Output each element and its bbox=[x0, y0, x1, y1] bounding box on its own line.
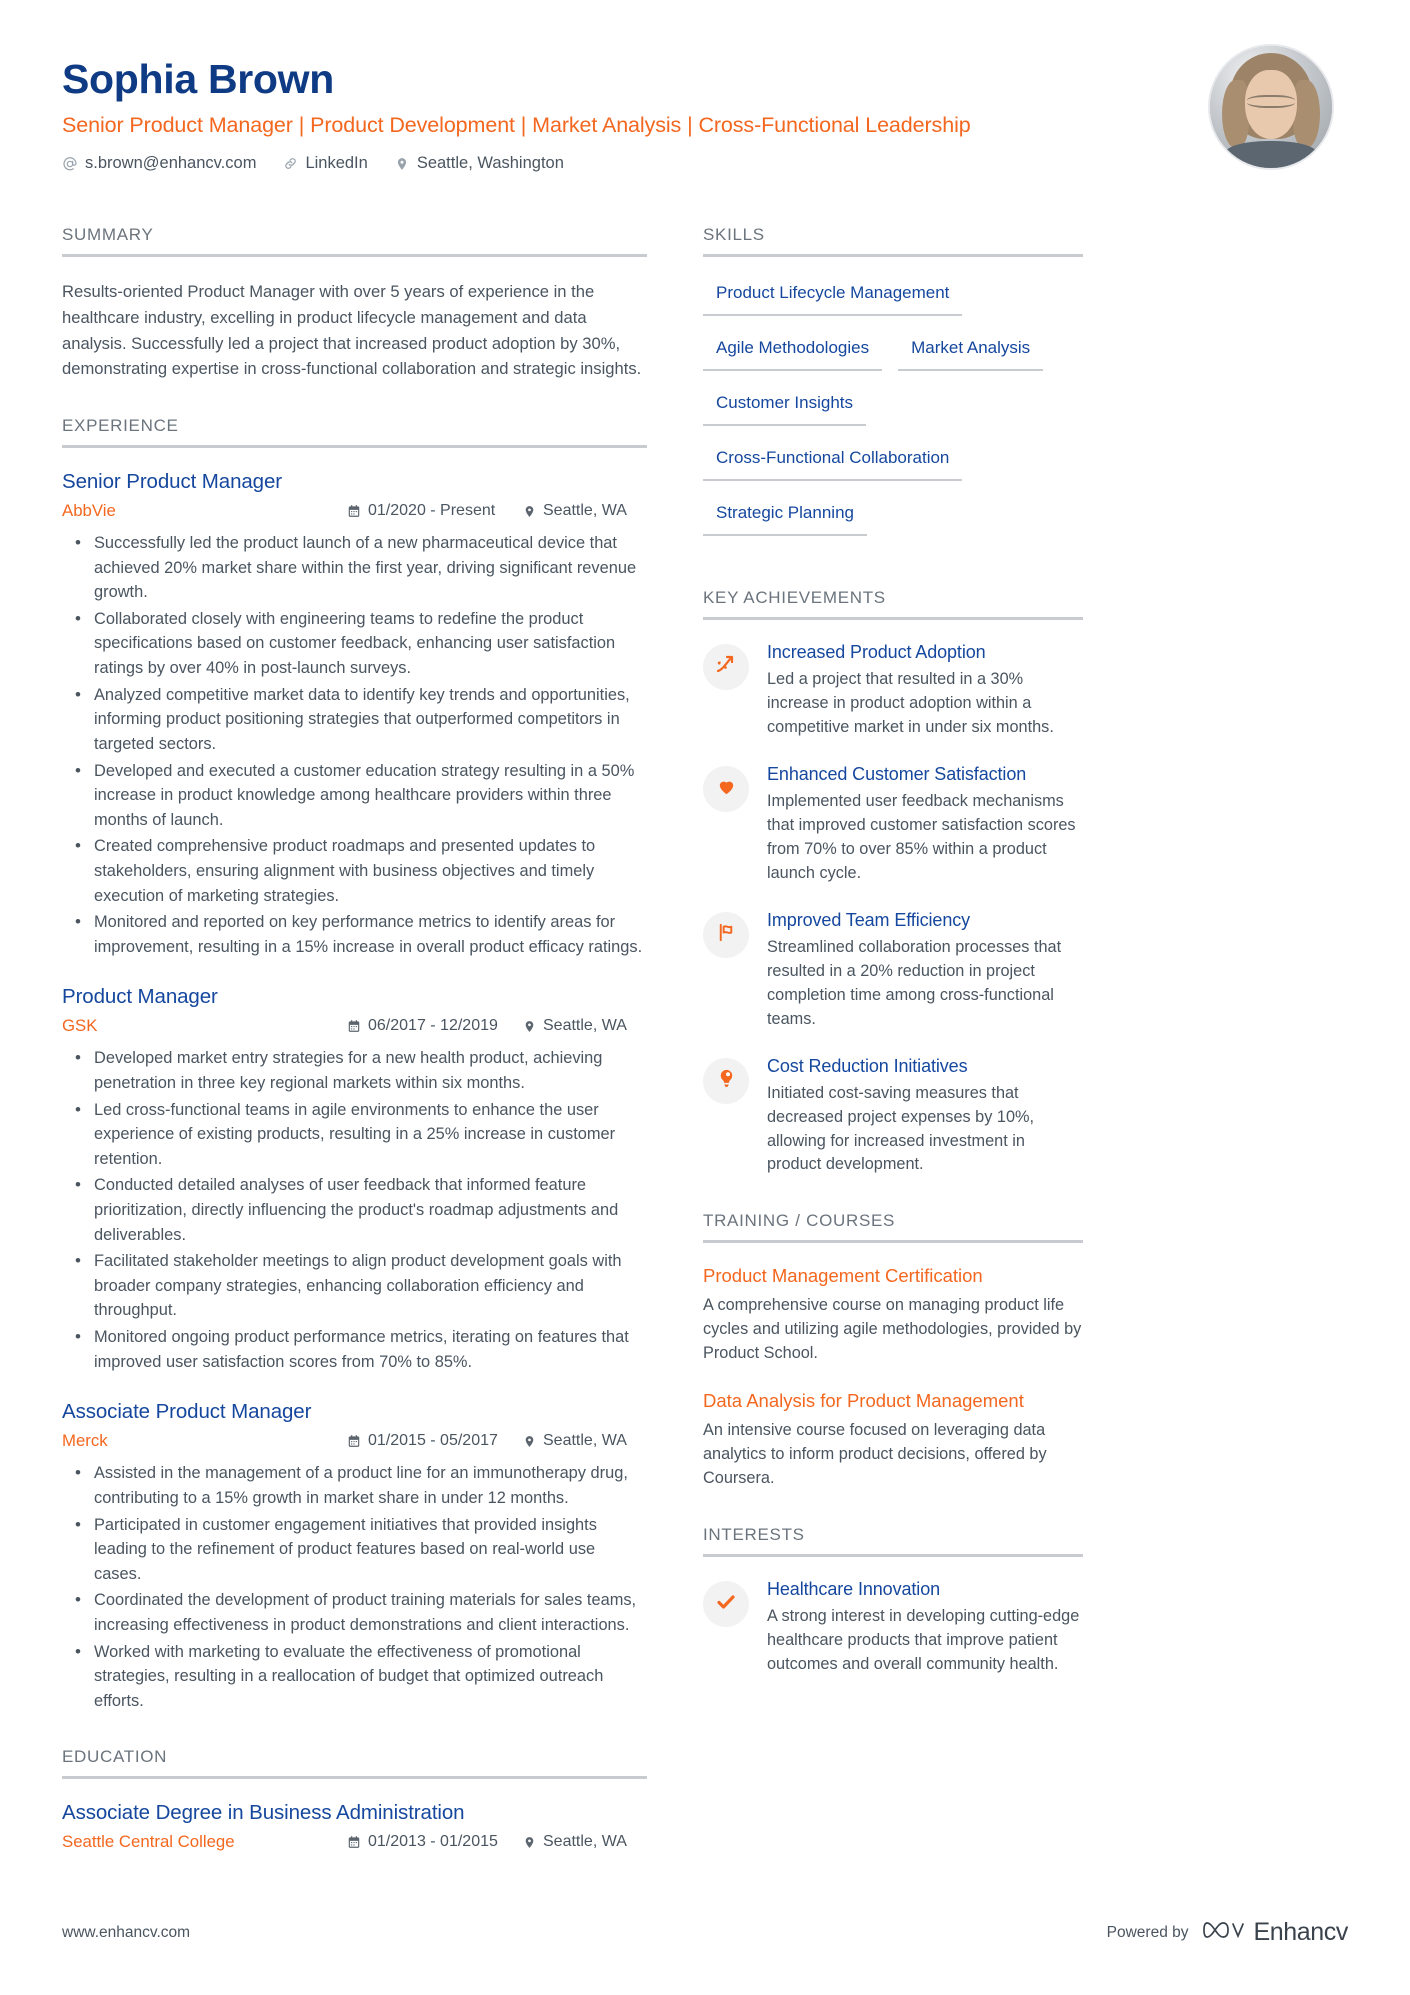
achievement-title: Cost Reduction Initiatives bbox=[767, 1055, 968, 1076]
job-location bbox=[522, 1432, 647, 1450]
job-location-label: Seattle, WA bbox=[543, 502, 627, 520]
section-summary bbox=[62, 225, 647, 382]
section-experience bbox=[62, 416, 647, 1713]
job-bullet: • Created comprehensive product roadmaps and presented updates to stakeholders, ensuring alignment with business objectives and timely execution of marketing strategies. bbox=[72, 834, 647, 908]
achievements-divider bbox=[703, 617, 1083, 620]
avatar-hair-left bbox=[1222, 80, 1249, 148]
job-company: AbbVie bbox=[62, 501, 116, 521]
calendar-icon bbox=[347, 1434, 361, 1449]
avatar-glasses bbox=[1247, 95, 1296, 108]
education-heading: EDUCATION bbox=[62, 1747, 168, 1767]
job-dates bbox=[347, 502, 522, 520]
heart-icon bbox=[715, 775, 738, 803]
job-bullet: • Developed market entry strategies for a new health product, achieving penetration in three key regional markets within six months. bbox=[72, 1046, 647, 1095]
calendar-icon bbox=[347, 1835, 361, 1850]
resume-columns bbox=[62, 225, 1348, 1886]
job-bullet: • Monitored and reported on key performance metrics to identify areas for improvement, resulting in a 15% increase in overall product efficacy ratings. bbox=[72, 910, 647, 959]
interest-item bbox=[703, 1579, 1083, 1677]
achievement-item bbox=[703, 910, 1083, 1032]
check-icon bbox=[714, 1590, 738, 1619]
achievement-item bbox=[703, 1056, 1083, 1178]
achievement-body bbox=[767, 642, 1083, 740]
trending-up-icon bbox=[714, 653, 738, 682]
job-company: Merck bbox=[62, 1431, 108, 1451]
achievement-item bbox=[703, 764, 1083, 886]
contact-row bbox=[62, 154, 971, 173]
experience-entry bbox=[62, 470, 647, 959]
education-dates-label: 01/2013 - 01/2015 bbox=[368, 1833, 498, 1851]
experience-divider bbox=[62, 445, 647, 448]
skill-chip: Customer Insights bbox=[703, 389, 866, 426]
achievement-icon-badge bbox=[703, 766, 749, 812]
flag-icon bbox=[715, 921, 738, 949]
job-bullet: • Led cross-functional teams in agile environments to enhance the user experience of existing products, resulting in a 25% increase in customer retention. bbox=[72, 1098, 647, 1172]
course-item bbox=[703, 1390, 1083, 1491]
interests-divider bbox=[703, 1554, 1083, 1557]
course-title: Data Analysis for Product Management bbox=[703, 1390, 1024, 1412]
achievement-title: Enhanced Customer Satisfaction bbox=[767, 764, 1027, 784]
at-icon bbox=[62, 156, 78, 172]
interest-icon-badge bbox=[703, 1581, 749, 1627]
skill-chip: Market Analysis bbox=[898, 334, 1043, 371]
lightbulb-icon bbox=[715, 1067, 738, 1095]
education-location-label: Seattle, WA bbox=[543, 1833, 627, 1851]
enhancv-mark-icon bbox=[1203, 1918, 1245, 1947]
contact-location bbox=[394, 154, 564, 173]
job-bullets bbox=[72, 1046, 647, 1374]
course-item bbox=[703, 1265, 1083, 1366]
education-entry bbox=[62, 1801, 647, 1852]
avatar-shoulders bbox=[1225, 141, 1318, 168]
contact-location-label: Seattle, Washington bbox=[416, 154, 564, 173]
section-interests bbox=[703, 1525, 1083, 1677]
job-bullets bbox=[72, 531, 647, 959]
job-dates bbox=[347, 1432, 522, 1450]
degree-title: Associate Degree in Business Administration bbox=[62, 1801, 465, 1825]
job-title: Associate Product Manager bbox=[62, 1400, 312, 1424]
footer-website-url[interactable]: www.enhancv.com bbox=[62, 1923, 191, 1941]
achievement-icon-badge bbox=[703, 644, 749, 690]
experience-entry bbox=[62, 1400, 647, 1713]
job-title: Senior Product Manager bbox=[62, 470, 283, 494]
contact-email[interactable] bbox=[62, 154, 256, 173]
location-pin-icon bbox=[522, 504, 536, 519]
experience-entry bbox=[62, 985, 647, 1374]
location-pin-icon bbox=[522, 1019, 536, 1034]
job-bullet: • Facilitated stakeholder meetings to align product development goals with broader company strategies, enhancing collaboration efficiency and throughput. bbox=[72, 1249, 647, 1323]
skills-list bbox=[703, 279, 1083, 554]
interest-title: Healthcare Innovation bbox=[767, 1579, 941, 1600]
resume-header bbox=[62, 48, 1348, 183]
contact-email-label: s.brown@enhancv.com bbox=[85, 154, 257, 173]
achievement-desc: Implemented user feedback mechanisms that improved customer satisfaction scores from 70% to over 85% within a product launch cycle. bbox=[767, 792, 1076, 882]
course-desc: A comprehensive course on managing product life cycles and utilizing agile methodologies, provided by Product School. bbox=[703, 1296, 1082, 1363]
interest-body bbox=[767, 1579, 1083, 1677]
job-bullet: • Assisted in the management of a product line for an immunotherapy drug, contributing to a 15% growth in market share in under 12 months. bbox=[72, 1461, 647, 1510]
header-text-block bbox=[62, 48, 971, 173]
achievement-desc: Streamlined collaboration processes that resulted in a 20% reduction in project completion time among cross-functional teams. bbox=[767, 937, 1062, 1028]
location-pin-icon bbox=[522, 1835, 536, 1850]
location-pin-icon bbox=[522, 1434, 536, 1449]
job-location-label: Seattle, WA bbox=[543, 1017, 627, 1035]
achievement-title: Increased Product Adoption bbox=[767, 642, 986, 663]
calendar-icon bbox=[347, 1019, 361, 1034]
left-column bbox=[62, 225, 647, 1886]
summary-text: Results-oriented Product Manager with over 5 years of experience in the healthcare industry, excelling in product lifecycle management and data analysis. Successfully led a project that increased product adoption by 30%, demonstrating expertise in cross-functional collaboration and strategic insights. bbox=[62, 282, 642, 379]
achievements-heading: KEY ACHIEVEMENTS bbox=[703, 588, 886, 608]
job-bullet: • Developed and executed a customer education strategy resulting in a 50% increase in product knowledge among healthcare providers within three months of launch. bbox=[72, 759, 647, 833]
course-title: Product Management Certification bbox=[703, 1265, 983, 1287]
education-meta bbox=[62, 1832, 647, 1852]
job-location bbox=[522, 502, 647, 520]
contact-linkedin[interactable] bbox=[282, 154, 367, 173]
calendar-icon bbox=[347, 504, 361, 519]
achievement-icon-badge bbox=[703, 912, 749, 958]
achievement-desc: Led a project that resulted in a 30% increase in product adoption within a competitive market in under six months. bbox=[767, 670, 1054, 737]
job-meta bbox=[62, 1431, 647, 1451]
skills-heading: SKILLS bbox=[703, 225, 765, 245]
job-meta bbox=[62, 1016, 647, 1036]
contact-linkedin-label: LinkedIn bbox=[305, 154, 368, 173]
education-location bbox=[522, 1833, 647, 1851]
footer bbox=[62, 1918, 1348, 1947]
job-company: GSK bbox=[62, 1016, 98, 1036]
location-pin-icon bbox=[394, 156, 410, 172]
avatar bbox=[1208, 44, 1334, 170]
skills-divider bbox=[703, 254, 1083, 257]
achievement-desc: Initiated cost-saving measures that decreased project expenses by 10%, allowing for increased investment in product development. bbox=[767, 1083, 1034, 1174]
education-divider bbox=[62, 1776, 647, 1779]
footer-brand-block bbox=[1107, 1918, 1348, 1947]
interest-desc: A strong interest in developing cutting-edge healthcare products that improve patient outcomes and overall community health. bbox=[767, 1607, 1080, 1674]
job-dates bbox=[347, 1017, 522, 1035]
section-key-achievements bbox=[703, 588, 1083, 1177]
experience-heading: EXPERIENCE bbox=[62, 416, 179, 436]
training-divider bbox=[703, 1240, 1083, 1243]
job-bullet: • Collaborated closely with engineering teams to redefine the product specifications based on customer feedback, enhancing user satisfaction ratings by over 40% in post-launch surveys. bbox=[72, 607, 647, 681]
interests-heading: INTERESTS bbox=[703, 1525, 805, 1545]
section-training-courses bbox=[703, 1211, 1083, 1491]
job-meta bbox=[62, 501, 647, 521]
job-bullet: • Analyzed competitive market data to identify key trends and opportunities, informing product positioning strategies that outperformed competitors in targeted sectors. bbox=[72, 683, 647, 757]
job-dates-label: 01/2020 - Present bbox=[368, 502, 496, 520]
summary-heading: SUMMARY bbox=[62, 225, 154, 245]
school-name: Seattle Central College bbox=[62, 1832, 235, 1852]
right-column bbox=[703, 225, 1083, 1886]
job-title: Product Manager bbox=[62, 985, 218, 1009]
job-location bbox=[522, 1017, 647, 1035]
training-heading: TRAINING / COURSES bbox=[703, 1211, 896, 1231]
skill-chip: Cross-Functional Collaboration bbox=[703, 444, 962, 481]
enhancv-logo bbox=[1203, 1918, 1349, 1947]
job-bullet: • Conducted detailed analyses of user feedback that informed feature prioritization, directly influencing the product's roadmap adjustments and deliverables. bbox=[72, 1173, 647, 1247]
skill-chip: Product Lifecycle Management bbox=[703, 279, 962, 316]
job-bullet: • Successfully led the product launch of a new pharmaceutical device that achieved 20% market share within the first year, driving significant revenue growth. bbox=[72, 531, 647, 605]
job-bullet: • Coordinated the development of product training materials for sales teams, increasing effectiveness in product demonstrations and client interactions. bbox=[72, 1588, 647, 1637]
job-location-label: Seattle, WA bbox=[543, 1432, 627, 1450]
enhancv-wordmark: Enhancv bbox=[1253, 1918, 1348, 1946]
job-bullets bbox=[72, 1461, 647, 1713]
skill-chip: Agile Methodologies bbox=[703, 334, 882, 371]
page-title: Sophia Brown bbox=[62, 56, 335, 102]
link-icon bbox=[282, 156, 298, 172]
powered-by-label: Powered by bbox=[1106, 1923, 1189, 1941]
achievement-icon-badge bbox=[703, 1058, 749, 1104]
achievement-item bbox=[703, 642, 1083, 740]
achievement-title: Improved Team Efficiency bbox=[767, 909, 971, 930]
job-dates-label: 06/2017 - 12/2019 bbox=[368, 1017, 498, 1035]
skill-chip: Strategic Planning bbox=[703, 499, 867, 536]
job-bullet: • Monitored ongoing product performance metrics, iterating on features that improved user satisfaction scores from 70% to 85%. bbox=[72, 1325, 647, 1374]
achievement-body bbox=[767, 764, 1083, 886]
job-bullet: • Participated in customer engagement initiatives that provided insights leading to the refinement of product features based on real-world use cases. bbox=[72, 1513, 647, 1587]
job-dates-label: 01/2015 - 05/2017 bbox=[368, 1432, 498, 1450]
section-education bbox=[62, 1747, 647, 1852]
avatar-hair-right bbox=[1293, 80, 1320, 148]
achievement-body bbox=[767, 1056, 1083, 1178]
professional-headline: Senior Product Manager | Product Development | Market Analysis | Cross-Functional Leadership bbox=[62, 113, 971, 138]
course-desc: An intensive course focused on leveraging data analytics to inform product decisions, offered by Coursera. bbox=[703, 1421, 1047, 1488]
summary-divider bbox=[62, 254, 647, 257]
job-bullet: • Worked with marketing to evaluate the effectiveness of promotional strategies, resulting in a reallocation of budget that optimized outreach efforts. bbox=[72, 1640, 647, 1714]
achievement-body bbox=[767, 910, 1083, 1032]
section-skills bbox=[703, 225, 1083, 554]
education-dates bbox=[347, 1833, 522, 1851]
